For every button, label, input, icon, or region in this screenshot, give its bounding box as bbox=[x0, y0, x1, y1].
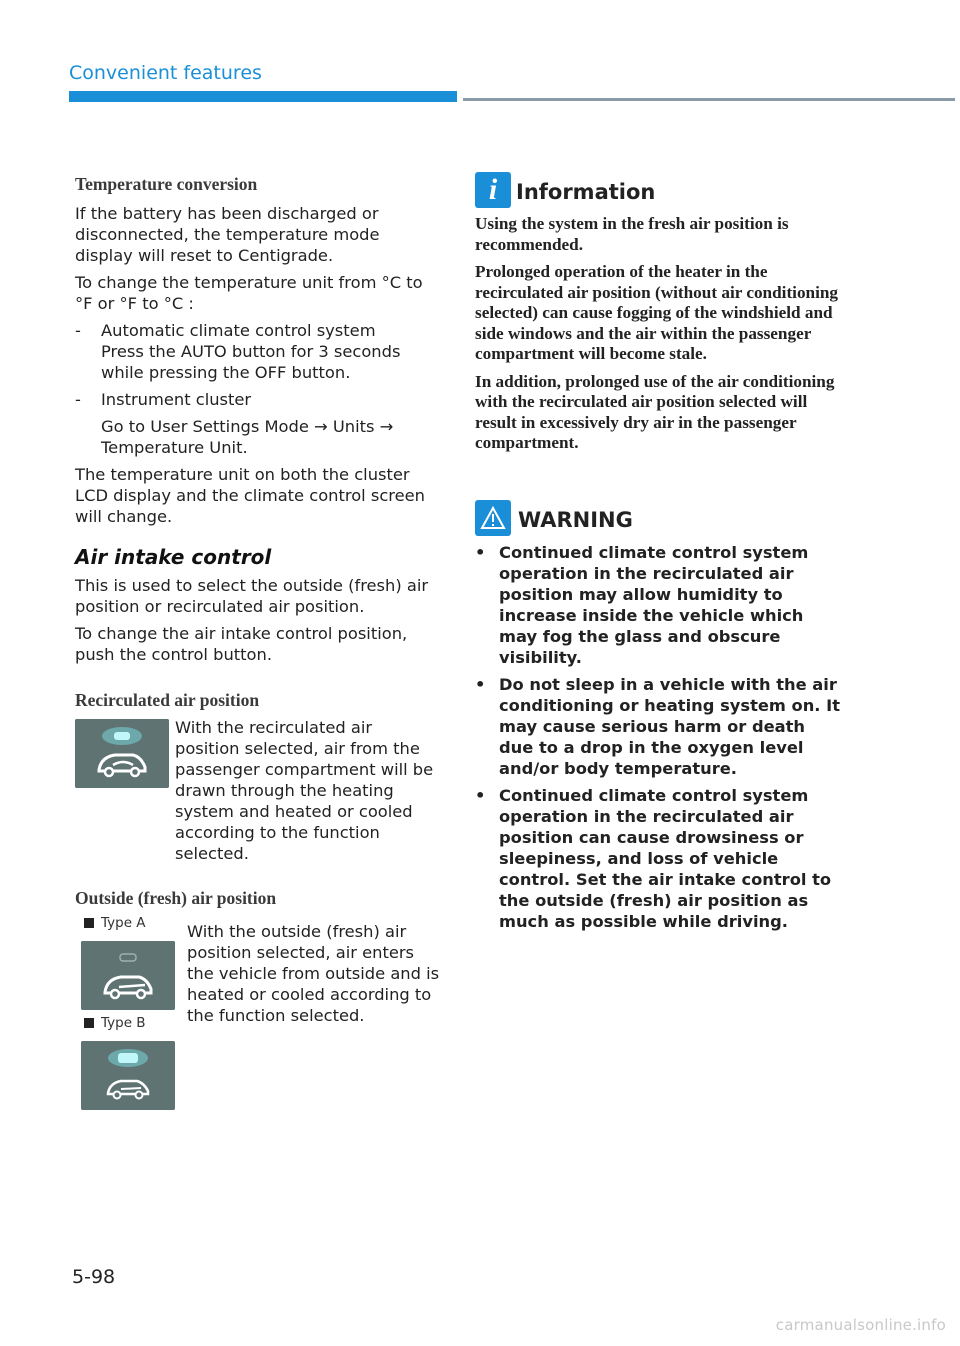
air-intake-heading: Air intake control bbox=[75, 545, 272, 569]
list-dash: - bbox=[75, 390, 81, 409]
list-item bbox=[475, 542, 840, 668]
type-a-text: Type A bbox=[101, 915, 146, 931]
warning-icon bbox=[475, 500, 511, 536]
header-divider bbox=[463, 98, 955, 101]
information-paragraph-3: In addition, prolonged use of the air conditioning with the recirculated air position selected will result in excessively dry air in the passenger compartment. bbox=[475, 371, 835, 452]
information-title: Information bbox=[516, 180, 656, 204]
section-title: Convenient features bbox=[69, 62, 262, 84]
recirculated-text: With the recirculated air position selected, air from the passenger compartment will be drawn through the heating system and heated or cooled according to the function selected. bbox=[175, 718, 434, 863]
list-item bbox=[475, 674, 840, 779]
information-icon: i bbox=[475, 172, 511, 208]
type-b-text: Type B bbox=[101, 1015, 146, 1031]
list-item bbox=[75, 389, 440, 458]
watermark: carmanualsonline.info bbox=[775, 1316, 946, 1334]
fresh-air-icon bbox=[81, 1041, 175, 1110]
temp-conversion-paragraph-1: If the battery has been discharged or disconnected, the temperature mode display will reset to Centigrade. bbox=[75, 204, 380, 265]
bullet-icon: • bbox=[475, 675, 486, 694]
outside-air-text: With the outside (fresh) air position selected, air enters the vehicle from outside and is heated or cooled according to the function selected. bbox=[187, 922, 440, 1025]
outside-air-heading: Outside (fresh) air position bbox=[75, 888, 277, 908]
page-number: 5-98 bbox=[72, 1266, 116, 1288]
type-b-label bbox=[84, 1015, 146, 1031]
bullet-icon: • bbox=[475, 543, 486, 562]
temperature-conversion-heading: Temperature conversion bbox=[75, 174, 258, 194]
information-box bbox=[475, 214, 840, 454]
warning-bullet-text: Do not sleep in a vehicle with the air conditioning or heating system on. It may cause serious harm or death due to a drop in the oxygen level and/or body temperature. bbox=[499, 675, 840, 778]
air-intake-paragraph-2: To change the air intake control position, push the control button. bbox=[75, 624, 408, 664]
recirculated-heading: Recirculated air position bbox=[75, 690, 260, 710]
warning-bullet-text: Continued climate control system operation in the recirculated air position can cause drowsiness or sleepiness, and loss of vehicle control. Set the air intake control to the outside (fresh) air position as much as possible while driving. bbox=[499, 786, 832, 931]
information-paragraph-1: Using the system in the fresh air position is recommended. bbox=[475, 214, 789, 254]
list-item-text: Press the AUTO button for 3 seconds while pressing the OFF button. bbox=[101, 342, 401, 382]
recirculated-air-icon bbox=[75, 719, 169, 788]
type-marker-icon bbox=[84, 918, 94, 928]
list-item bbox=[75, 320, 440, 383]
recirculated-button-image bbox=[75, 719, 169, 788]
fresh-air-icon bbox=[81, 941, 175, 1010]
warning-title: WARNING bbox=[518, 508, 633, 532]
warning-list bbox=[475, 542, 840, 938]
temp-conversion-paragraph-3: The temperature unit on both the cluster LCD display and the climate control screen will change. bbox=[75, 465, 425, 526]
list-item bbox=[475, 785, 840, 932]
left-column bbox=[75, 174, 440, 665]
type-b-button-image bbox=[81, 1041, 175, 1110]
list-item-title: Instrument cluster bbox=[101, 390, 252, 409]
list-dash: - bbox=[75, 321, 81, 340]
type-marker-icon bbox=[84, 1018, 94, 1028]
type-a-label bbox=[84, 915, 146, 931]
temp-conversion-paragraph-2: To change the temperature unit from °C to °F or °F to °C : bbox=[75, 273, 423, 313]
air-intake-paragraph-1: This is used to select the outside (fresh) air position or recirculated air position. bbox=[75, 576, 429, 616]
header-accent-bar bbox=[69, 91, 457, 102]
list-item-text: Go to User Settings Mode → Units → Temperature Unit. bbox=[101, 417, 394, 457]
bullet-icon: • bbox=[475, 786, 486, 805]
type-a-button-image bbox=[81, 941, 175, 1010]
list-item-title: Automatic climate control system bbox=[101, 321, 376, 340]
information-paragraph-2: Prolonged operation of the heater in the recirculated air position (without air conditioning selected) can cause fogging of the windshield and side windows and the air within the passenger compartment will become stale. bbox=[475, 262, 839, 363]
warning-bullet-text: Continued climate control system operation in the recirculated air position may allow humidity to increase inside the vehicle which may fog the glass and obscure visibility. bbox=[499, 543, 809, 667]
